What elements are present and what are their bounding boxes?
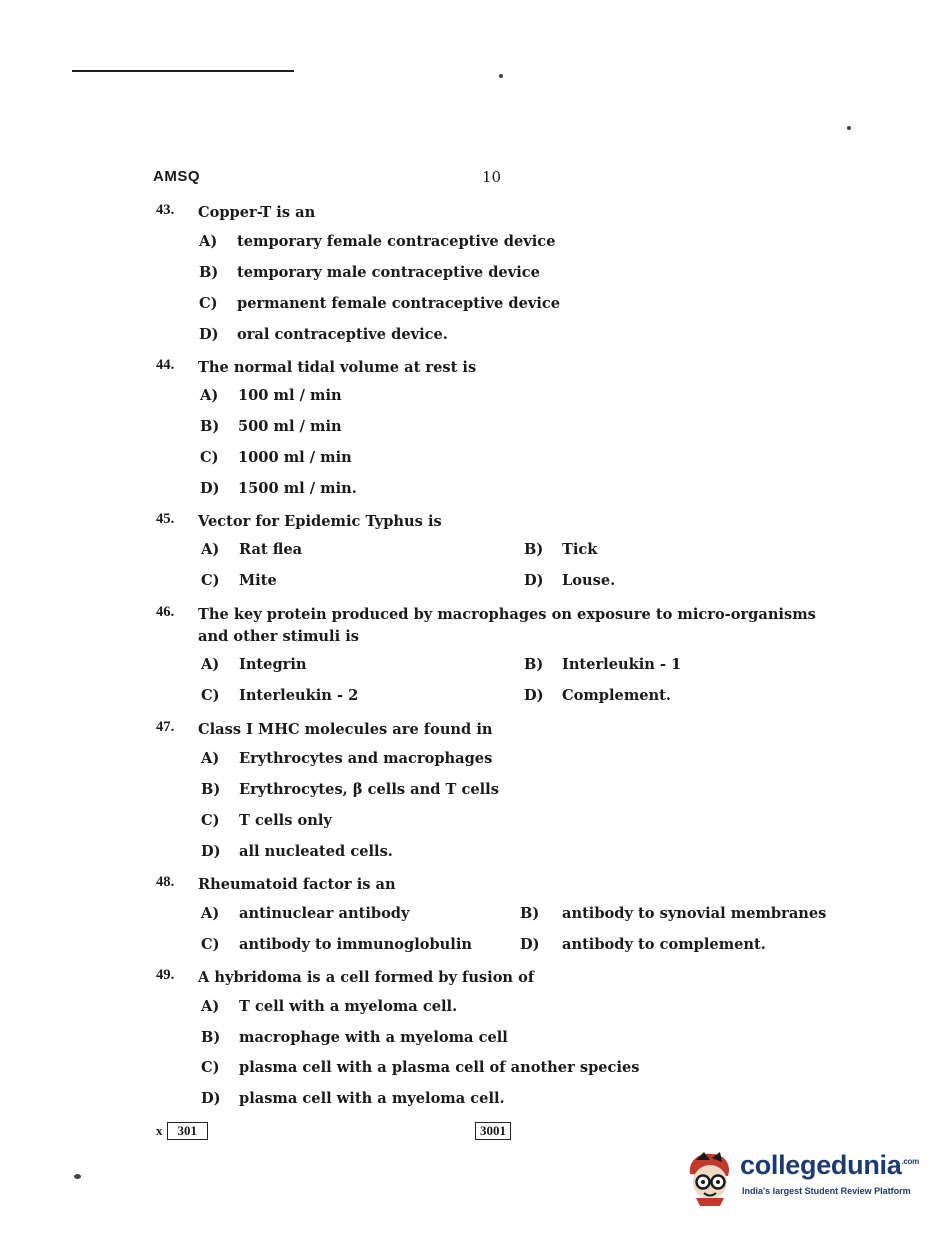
option-text: Mite <box>239 572 277 589</box>
option-label: D) <box>520 936 540 953</box>
footer-prefix: x <box>156 1123 163 1138</box>
page-number: 10 <box>482 168 502 186</box>
option-text: temporary male contraceptive device <box>237 264 540 281</box>
option-text: plasma cell with a plasma cell of another species <box>239 1059 640 1076</box>
option-text: oral contraceptive device. <box>237 326 448 343</box>
question-text: Class I MHC molecules are found in <box>198 721 493 738</box>
brand-tagline: India's largest Student Review Platform <box>742 1186 911 1196</box>
option-text: 1500 ml / min. <box>238 480 357 497</box>
option-text: macrophage with a myeloma cell <box>239 1029 508 1046</box>
question-text: The normal tidal volume at rest is <box>198 359 477 376</box>
option-text: Louse. <box>562 572 616 589</box>
option-label: C) <box>201 812 220 829</box>
option-label: C) <box>201 936 220 953</box>
option-text: Erythrocytes and macrophages <box>239 750 493 767</box>
question-text: Vector for Epidemic Typhus is <box>198 513 442 530</box>
option-text: Tick <box>562 541 598 558</box>
option-label: A) <box>201 541 220 558</box>
speck <box>499 74 503 78</box>
question-text: A hybridoma is a cell formed by fusion of <box>198 969 535 986</box>
option-text: plasma cell with a myeloma cell. <box>239 1090 505 1107</box>
option-label: D) <box>200 480 220 497</box>
question-number: 44. <box>156 357 175 373</box>
footer-center <box>475 1122 511 1140</box>
paper-code: AMSQ <box>153 168 200 185</box>
option-text: 1000 ml / min <box>238 449 352 466</box>
top-rule <box>72 70 294 72</box>
option-label: D) <box>199 326 219 343</box>
option-text: Interleukin - 1 <box>562 656 682 673</box>
option-text: antibody to immunoglobulin <box>239 936 472 953</box>
question-text: Rheumatoid factor is an <box>198 876 396 893</box>
option-text: T cells only <box>239 812 332 829</box>
option-text: Integrin <box>239 656 307 673</box>
option-text: Complement. <box>562 687 671 704</box>
option-label: B) <box>199 264 219 281</box>
option-label: A) <box>200 387 219 404</box>
option-text: all nucleated cells. <box>239 843 393 860</box>
option-text: Interleukin - 2 <box>239 687 359 704</box>
option-label: C) <box>201 572 220 589</box>
footer-left-code: 301 <box>167 1122 209 1140</box>
option-label: B) <box>524 541 544 558</box>
option-text: antinuclear antibody <box>239 905 410 922</box>
option-label: A) <box>201 905 220 922</box>
option-text: Erythrocytes, β cells and T cells <box>239 781 499 798</box>
question-number: 49. <box>156 967 175 983</box>
option-label: B) <box>201 1029 221 1046</box>
option-text: T cell with a myeloma cell. <box>239 998 458 1015</box>
option-label: B) <box>524 656 544 673</box>
brand-name: collegedunia$^{.com}$ <box>740 1150 919 1180</box>
option-text: 500 ml / min <box>238 418 342 435</box>
speck <box>74 1174 81 1179</box>
footer-center-code: 3001 <box>475 1122 511 1140</box>
option-label: B) <box>201 781 221 798</box>
option-label: A) <box>201 750 220 767</box>
collegedunia-logo <box>682 1148 919 1208</box>
option-text: permanent female contraceptive device <box>237 295 561 312</box>
option-text: antibody to synovial membranes <box>562 905 827 922</box>
question-number: 47. <box>156 719 175 735</box>
option-label: C) <box>201 687 220 704</box>
option-label: D) <box>524 687 544 704</box>
option-text: temporary female contraceptive device <box>237 233 556 250</box>
option-text: Rat flea <box>239 541 303 558</box>
question-number: 46. <box>156 604 175 620</box>
option-label: B) <box>520 905 540 922</box>
option-text: 100 ml / min <box>238 387 342 404</box>
question-number: 45. <box>156 511 175 527</box>
option-label: D) <box>524 572 544 589</box>
option-label: A) <box>199 233 218 250</box>
option-label: D) <box>201 843 221 860</box>
option-label: B) <box>200 418 220 435</box>
question-text: The key protein produced by macrophages on exposure to micro-organisms and other stimuli is <box>198 606 816 645</box>
option-label: C) <box>201 1059 220 1076</box>
question-number: 48. <box>156 874 175 890</box>
option-label: A) <box>201 656 220 673</box>
option-label: C) <box>200 449 219 466</box>
footer-left <box>156 1122 208 1140</box>
option-label: A) <box>201 998 220 1015</box>
option-text: antibody to complement. <box>562 936 766 953</box>
option-label: C) <box>199 295 218 312</box>
question-text: Copper-T is an <box>198 204 316 221</box>
mascot-icon <box>682 1148 738 1208</box>
question-number: 43. <box>156 202 175 218</box>
speck <box>847 126 851 130</box>
option-label: D) <box>201 1090 221 1107</box>
